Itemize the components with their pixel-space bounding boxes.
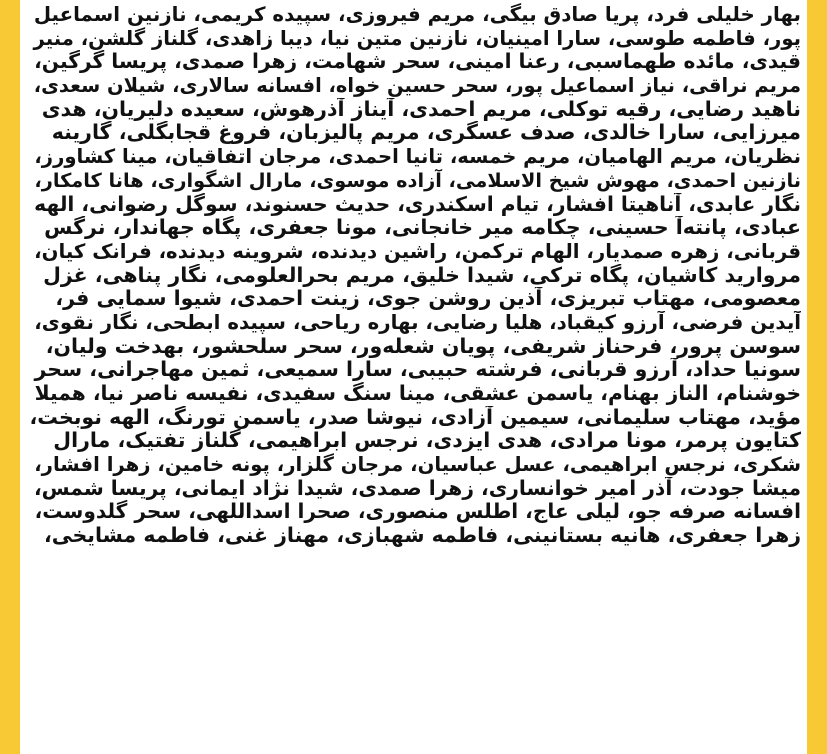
names-line: سونیا حداد، آرزو قربانی، فرشته حبیبی، سارا سمیعی، ثمین مهاجرانی، سحر <box>34 358 801 382</box>
names-line: پور، فاطمه طوسی، سارا امینیان، نازنین متین نیا، دیبا زاهدی، گلناز گلشن، منیر <box>33 26 801 50</box>
names-line: خوشنام، الناز بهنام، یاسمن عشقی، مینا سنگ سفیدی، نفیسه ناصر نیا، همیلا <box>34 382 801 405</box>
names-line: زهرا جعفری، هانیه بستانینی، فاطمه شهبازی، مهناز غنی، فاطمه مشایخی، <box>43 524 801 548</box>
names-line: مریم نراقی، نیاز اسماعیل پور، سحر حسین خواه، افسانه سالاری، شیلان سعدی، <box>33 74 801 98</box>
names-line: آیدین فرضی، آرزو کیقباد، هلیا رضایی، بهاره ریاحی، سپیده ابطحی، نگار نقوی، <box>34 310 801 334</box>
names-text-block <box>26 3 801 548</box>
names-line: عبادی، پانته‌آ حسینی، چکامه میر خانجانی، مونا جعفری، پگاه جهاندار، نرگس <box>44 216 801 240</box>
names-line: میرزایی، سارا خالدی، صدف عسگری، مریم پالیزبان، فروغ قجابگلی، گارینه <box>51 121 801 145</box>
names-line: نگار عابدی، آناهیتا افشار، تیام اسکندری، حدیث حسنوند، سوگل رضوانی، الهه <box>34 192 801 216</box>
names-line: سوسن پرور، فرحناز شریفی، پویان شعله‌ور، سحر سلحشور، بهدخت ولیان، <box>45 334 801 358</box>
names-line: میشا جودت، آذر امیر خوانساری، زهرا صمدی، شیدا نژاد ایمانی، پریسا شمس، <box>34 476 801 500</box>
names-card <box>20 0 807 754</box>
names-line: مروارید کاشیان، پگاه ترکی، شیدا خلیق، مریم بحرالعلومی، نگار پناهی، غزل <box>43 263 801 287</box>
names-line: نظریان، مریم الهامیان، مریم خمسه، تانیا احمدی، مرجان اتفاقیان، مینا کشاورز، <box>34 145 801 169</box>
names-line: قیدی، مائده طهماسبی، رعنا امینی، سحر شهامت، زهرا صمدی، پریسا گرگین، <box>34 50 801 74</box>
names-line: نازنین احمدی، مهوش شیخ الاسلامی، آزاده موسوی، مارال اشگواری، هانا کامکار، <box>34 168 801 192</box>
names-line: مؤید، مهتاب سلیمانی، سیمین آزادی، نیوشا صدر، یاسمن تورنگ، الهه نوبخت، <box>29 405 801 429</box>
names-line: قربانی، زهره صمدیار، الهام ترکمن، راشین دیدنده، شروینه دیدنده، فرانک کیان، <box>34 239 801 263</box>
names-line: ناهید رضایی، رقیه توکلی، مریم احمدی، آیناز آذرهوش، سعیده دلیریان، هدی <box>41 97 801 121</box>
names-line: بهار خلیلی فرد، پریا صادق بیگی، مریم فیروزی، سپیده کریمی، نازنین اسماعیل <box>33 3 801 26</box>
names-line: افسانه صرفه جو، لیلی عاج، اطلس منصوری، صحرا اسداللهی، سحر گلدوست، <box>34 500 801 524</box>
names-line: کتایون پرمر، مونا مرادی، هدی ایزدی، نرجس ابراهیمی، گلناز تفتیک، مارال <box>53 429 801 453</box>
names-line: شکری، نرجس ابراهیمی، عسل عباسیان، مرجان گلزار، پونه خامین، زهرا افشار، <box>34 453 801 477</box>
names-line: معصومی، مهتاب تبریزی، آذین روشن جوی، زینت احمدی، شیوا سمایی فر، <box>55 287 801 311</box>
